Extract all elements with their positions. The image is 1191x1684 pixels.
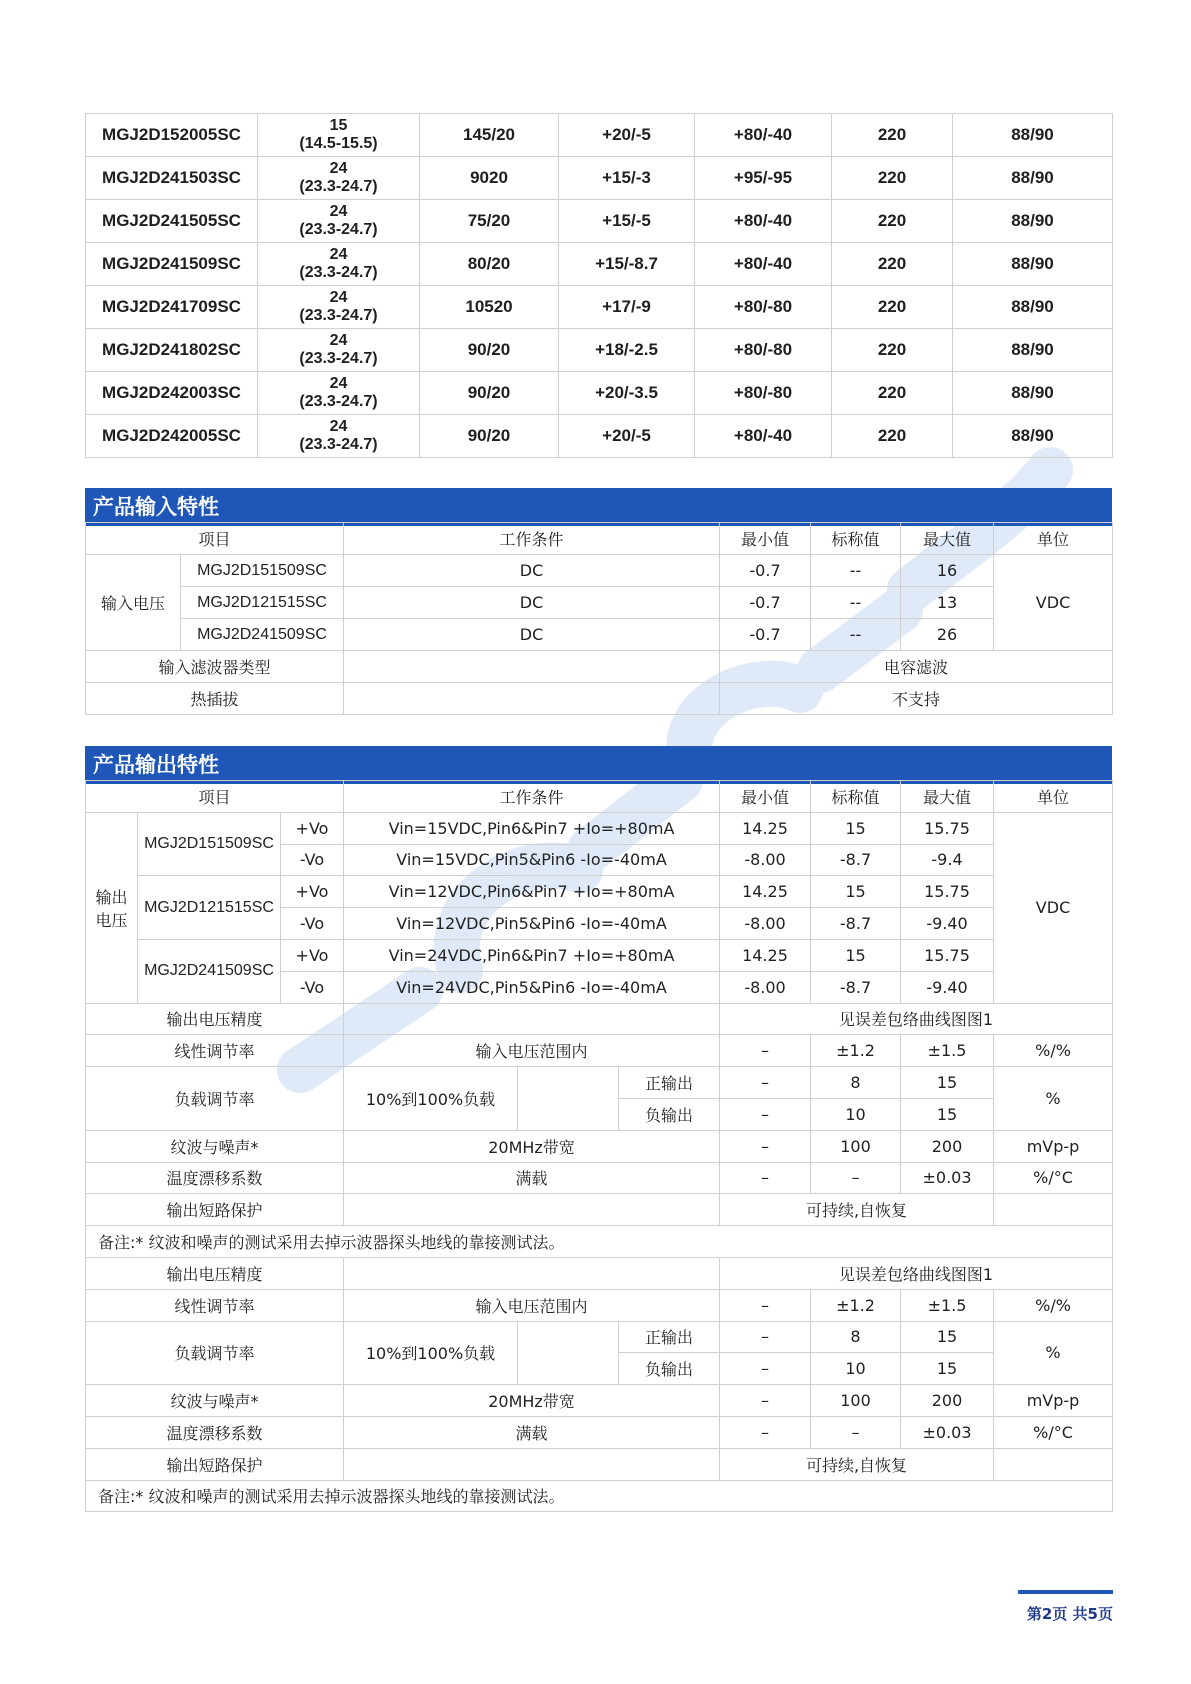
hotplug-value: 不支持 — [720, 683, 1113, 715]
value-cell: 90/20 — [420, 329, 559, 372]
table-row — [86, 1448, 1113, 1480]
max-cell: 15 — [901, 1098, 994, 1130]
nom-cell: 100 — [811, 1130, 901, 1162]
table-row — [86, 1480, 1113, 1512]
value-cell: 88/90 — [953, 157, 1113, 200]
nom-cell: -- — [811, 555, 901, 587]
voltage-nominal: 24 — [329, 289, 348, 306]
value-cell: 220 — [832, 286, 953, 329]
model-cell: MGJ2D151509SC — [181, 555, 344, 587]
value-cell: +15/-5 — [559, 200, 695, 243]
short-protect-value: 可持续,自恢复 — [720, 1194, 994, 1226]
max-cell: 26 — [901, 619, 994, 651]
pos-output-label: 正输出 — [619, 1067, 720, 1099]
max-cell: 200 — [901, 1130, 994, 1162]
table-row — [86, 1226, 1113, 1258]
max-cell: 15.75 — [901, 812, 994, 844]
model-cell: MGJ2D242005SC — [86, 415, 258, 458]
short-protect-label: 输出短路保护 — [86, 1194, 344, 1226]
unit-cell: VDC — [994, 812, 1113, 1003]
voltage-range: (23.3-24.7) — [299, 221, 378, 238]
table-row — [86, 1321, 1113, 1353]
value-cell: +20/-5 — [559, 114, 695, 157]
condition-cell: 10%到100%负载 — [344, 1321, 518, 1385]
voltage-range-cell — [258, 372, 420, 415]
nom-cell: -- — [811, 587, 901, 619]
min-cell: – — [720, 1098, 811, 1130]
voltage-range: (23.3-24.7) — [299, 436, 378, 453]
min-cell: – — [720, 1067, 811, 1099]
value-cell: 88/90 — [953, 329, 1113, 372]
unit-cell: %/°C — [994, 1162, 1113, 1194]
model-cell: MGJ2D151509SC — [138, 812, 281, 876]
nom-cell: 15 — [811, 939, 901, 971]
empty-cell — [518, 1321, 619, 1385]
value-cell: 220 — [832, 329, 953, 372]
model-cell: MGJ2D241509SC — [181, 619, 344, 651]
note-cell: 备注:* 纹波和噪声的测试采用去掉示波器探头地线的靠接测试法。 — [86, 1226, 1113, 1258]
empty-cell — [344, 1257, 720, 1289]
condition-cell: 输入电压范围内 — [344, 1289, 720, 1321]
value-cell: +17/-9 — [559, 286, 695, 329]
table-row — [86, 587, 1113, 619]
temp-label: 温度漂移系数 — [86, 1162, 344, 1194]
table-row — [86, 1130, 1113, 1162]
value-cell: +15/-8.7 — [559, 243, 695, 286]
table-row — [86, 1194, 1113, 1226]
table-row — [86, 286, 1113, 329]
max-cell: -9.40 — [901, 971, 994, 1003]
nom-cell: ±1.2 — [811, 1035, 901, 1067]
nom-cell: 15 — [811, 876, 901, 908]
sign-cell: +Vo — [281, 876, 344, 908]
table-row — [86, 114, 1113, 157]
model-cell: MGJ2D241709SC — [86, 286, 258, 329]
table-row — [86, 1416, 1113, 1448]
value-cell: +80/-40 — [695, 114, 832, 157]
pos-output-label: 正输出 — [619, 1321, 720, 1353]
voltage-nominal: 24 — [329, 160, 348, 177]
table-row — [86, 812, 1113, 844]
voltage-nominal: 24 — [329, 418, 348, 435]
output-voltage-label — [86, 812, 138, 1003]
sign-cell: -Vo — [281, 971, 344, 1003]
ripple-label: 纹波与噪声* — [86, 1130, 344, 1162]
empty-cell — [344, 1194, 720, 1226]
unit-cell: mVp-p — [994, 1385, 1113, 1417]
model-table — [85, 113, 1113, 458]
max-cell: 16 — [901, 555, 994, 587]
voltage-nominal: 15 — [329, 117, 348, 134]
note-cell: 备注:* 纹波和噪声的测试采用去掉示波器探头地线的靠接测试法。 — [86, 1480, 1113, 1512]
value-cell: 88/90 — [953, 415, 1113, 458]
unit-cell: % — [994, 1067, 1113, 1131]
table-row — [86, 683, 1113, 715]
nom-cell: 8 — [811, 1067, 901, 1099]
input-section-header: 产品输入特性 — [85, 488, 1112, 526]
condition-cell: Vin=24VDC,Pin5&Pin6 -Io=-40mA — [344, 971, 720, 1003]
accuracy-value: 见误差包络曲线图图1 — [720, 1003, 1113, 1035]
min-cell: -8.00 — [720, 844, 811, 876]
voltage-nominal: 24 — [329, 246, 348, 263]
condition-cell: 满载 — [344, 1162, 720, 1194]
table-row — [86, 1289, 1113, 1321]
value-cell: 75/20 — [420, 200, 559, 243]
value-cell: 220 — [832, 114, 953, 157]
table-row — [86, 555, 1113, 587]
voltage-range-cell — [258, 415, 420, 458]
value-cell: 88/90 — [953, 286, 1113, 329]
voltage-range: (23.3-24.7) — [299, 350, 378, 367]
accuracy-value: 见误差包络曲线图图1 — [720, 1257, 1113, 1289]
hotplug-label: 热插拔 — [86, 683, 344, 715]
voltage-range: (14.5-15.5) — [299, 135, 378, 152]
unit-cell: %/°C — [994, 1416, 1113, 1448]
value-cell: 145/20 — [420, 114, 559, 157]
min-cell: 14.25 — [720, 939, 811, 971]
model-cell: MGJ2D241509SC — [138, 939, 281, 1003]
value-cell: 220 — [832, 157, 953, 200]
voltage-range-cell — [258, 329, 420, 372]
condition-cell: DC — [344, 619, 720, 651]
short-protect-value: 可持续,自恢复 — [720, 1448, 994, 1480]
unit-cell: mVp-p — [994, 1130, 1113, 1162]
voltage-range: (23.3-24.7) — [299, 264, 378, 281]
min-cell: -8.00 — [720, 908, 811, 940]
header-condition: 工作条件 — [344, 781, 720, 813]
unit-cell: VDC — [994, 555, 1113, 651]
max-cell: ±0.03 — [901, 1162, 994, 1194]
value-cell: +20/-3.5 — [559, 372, 695, 415]
model-cell: MGJ2D241503SC — [86, 157, 258, 200]
min-cell: -8.00 — [720, 971, 811, 1003]
max-cell: 15.75 — [901, 939, 994, 971]
page-number: 第2页 共5页 — [1026, 1605, 1113, 1623]
nom-cell: – — [811, 1416, 901, 1448]
line-reg-label: 线性调节率 — [86, 1289, 344, 1321]
condition-cell: 10%到100%负载 — [344, 1067, 518, 1131]
value-cell: +80/-40 — [695, 200, 832, 243]
value-cell: 220 — [832, 243, 953, 286]
empty-cell — [344, 683, 720, 715]
voltage-range: (23.3-24.7) — [299, 393, 378, 410]
voltage-range: (23.3-24.7) — [299, 178, 378, 195]
max-cell: 200 — [901, 1385, 994, 1417]
table-row — [86, 939, 1113, 971]
model-cell: MGJ2D121515SC — [181, 587, 344, 619]
condition-cell: Vin=15VDC,Pin6&Pin7 +Io=+80mA — [344, 812, 720, 844]
condition-cell: 输入电压范围内 — [344, 1035, 720, 1067]
value-cell: 90/20 — [420, 372, 559, 415]
value-cell: 220 — [832, 415, 953, 458]
value-cell: 90/20 — [420, 415, 559, 458]
neg-output-label: 负输出 — [619, 1098, 720, 1130]
voltage-range-cell — [258, 286, 420, 329]
header-max: 最大值 — [901, 523, 994, 555]
model-cell: MGJ2D241802SC — [86, 329, 258, 372]
nom-cell: 10 — [811, 1353, 901, 1385]
table-row — [86, 200, 1113, 243]
table-row — [86, 1385, 1113, 1417]
unit-cell: %/% — [994, 1035, 1113, 1067]
max-cell: ±1.5 — [901, 1289, 994, 1321]
table-row — [86, 781, 1113, 813]
temp-label: 温度漂移系数 — [86, 1416, 344, 1448]
nom-cell: 8 — [811, 1321, 901, 1353]
min-cell: – — [720, 1353, 811, 1385]
load-reg-label: 负载调节率 — [86, 1321, 344, 1385]
empty-cell — [344, 651, 720, 683]
voltage-range-cell — [258, 243, 420, 286]
accuracy-label: 输出电压精度 — [86, 1003, 344, 1035]
min-cell: – — [720, 1289, 811, 1321]
output-table — [85, 780, 1113, 1512]
value-cell: +95/-95 — [695, 157, 832, 200]
voltage-range-cell — [258, 157, 420, 200]
nom-cell: 100 — [811, 1385, 901, 1417]
input-table — [85, 522, 1113, 715]
max-cell: -9.40 — [901, 908, 994, 940]
table-row — [86, 415, 1113, 458]
neg-output-label: 负输出 — [619, 1353, 720, 1385]
value-cell: 80/20 — [420, 243, 559, 286]
table-row — [86, 1257, 1113, 1289]
value-cell: 88/90 — [953, 372, 1113, 415]
condition-cell: DC — [344, 587, 720, 619]
table-row — [86, 1067, 1113, 1099]
min-cell: – — [720, 1130, 811, 1162]
voltage-nominal: 24 — [329, 332, 348, 349]
table-row — [86, 157, 1113, 200]
empty-cell — [994, 1448, 1113, 1480]
nom-cell: ±1.2 — [811, 1289, 901, 1321]
condition-cell: Vin=24VDC,Pin6&Pin7 +Io=+80mA — [344, 939, 720, 971]
table-row — [86, 243, 1113, 286]
condition-cell: 20MHz带宽 — [344, 1130, 720, 1162]
sign-cell: -Vo — [281, 908, 344, 940]
model-cell: MGJ2D242003SC — [86, 372, 258, 415]
voltage-range-cell — [258, 200, 420, 243]
header-item: 项目 — [86, 781, 344, 813]
output-voltage-label-line2: 电压 — [95, 910, 128, 930]
nom-cell: -8.7 — [811, 908, 901, 940]
min-cell: – — [720, 1385, 811, 1417]
table-row — [86, 876, 1113, 908]
nom-cell: -8.7 — [811, 971, 901, 1003]
header-unit: 单位 — [994, 781, 1113, 813]
value-cell: +80/-40 — [695, 243, 832, 286]
header-item: 项目 — [86, 523, 344, 555]
table-row — [86, 651, 1113, 683]
value-cell: +80/-80 — [695, 372, 832, 415]
max-cell: 13 — [901, 587, 994, 619]
value-cell: 88/90 — [953, 243, 1113, 286]
condition-cell: Vin=12VDC,Pin6&Pin7 +Io=+80mA — [344, 876, 720, 908]
value-cell: +20/-5 — [559, 415, 695, 458]
value-cell: +80/-80 — [695, 329, 832, 372]
max-cell: ±1.5 — [901, 1035, 994, 1067]
max-cell: 15 — [901, 1321, 994, 1353]
min-cell: – — [720, 1162, 811, 1194]
table-row — [86, 329, 1113, 372]
value-cell: 9020 — [420, 157, 559, 200]
model-cell: MGJ2D241505SC — [86, 200, 258, 243]
model-cell: MGJ2D121515SC — [138, 876, 281, 940]
sign-cell: -Vo — [281, 844, 344, 876]
voltage-range-cell — [258, 114, 420, 157]
nom-cell: – — [811, 1162, 901, 1194]
value-cell: 220 — [832, 200, 953, 243]
nom-cell: 15 — [811, 812, 901, 844]
max-cell: 15 — [901, 1067, 994, 1099]
header-nom: 标称值 — [811, 781, 901, 813]
max-cell: 15 — [901, 1353, 994, 1385]
value-cell: +15/-3 — [559, 157, 695, 200]
input-voltage-label: 输入电压 — [86, 555, 181, 651]
table-row — [86, 1162, 1113, 1194]
table-row — [86, 619, 1113, 651]
value-cell: 88/90 — [953, 200, 1113, 243]
min-cell: – — [720, 1035, 811, 1067]
table-row — [86, 1003, 1113, 1035]
value-cell: 220 — [832, 372, 953, 415]
empty-cell — [344, 1448, 720, 1480]
max-cell: -9.4 — [901, 844, 994, 876]
unit-cell: %/% — [994, 1289, 1113, 1321]
output-section-header: 产品输出特性 — [85, 746, 1112, 784]
empty-cell — [344, 1003, 720, 1035]
min-cell: 14.25 — [720, 812, 811, 844]
filter-value: 电容滤波 — [720, 651, 1113, 683]
condition-cell: 满载 — [344, 1416, 720, 1448]
min-cell: – — [720, 1416, 811, 1448]
condition-cell: Vin=15VDC,Pin5&Pin6 -Io=-40mA — [344, 844, 720, 876]
value-cell: +18/-2.5 — [559, 329, 695, 372]
nom-cell: -- — [811, 619, 901, 651]
value-cell: +80/-40 — [695, 415, 832, 458]
nom-cell: -8.7 — [811, 844, 901, 876]
load-reg-label: 负载调节率 — [86, 1067, 344, 1131]
filter-label: 输入滤波器类型 — [86, 651, 344, 683]
max-cell: 15.75 — [901, 876, 994, 908]
line-reg-label: 线性调节率 — [86, 1035, 344, 1067]
min-cell: -0.7 — [720, 619, 811, 651]
table-row — [86, 1035, 1113, 1067]
header-condition: 工作条件 — [344, 523, 720, 555]
empty-cell — [994, 1194, 1113, 1226]
footer-bar — [1018, 1590, 1113, 1594]
header-unit: 单位 — [994, 523, 1113, 555]
condition-cell: 20MHz带宽 — [344, 1385, 720, 1417]
min-cell: 14.25 — [720, 876, 811, 908]
sign-cell: +Vo — [281, 812, 344, 844]
header-max: 最大值 — [901, 781, 994, 813]
header-min: 最小值 — [720, 523, 811, 555]
condition-cell: Vin=12VDC,Pin5&Pin6 -Io=-40mA — [344, 908, 720, 940]
voltage-nominal: 24 — [329, 203, 348, 220]
value-cell: 88/90 — [953, 114, 1113, 157]
value-cell: 10520 — [420, 286, 559, 329]
value-cell: +80/-80 — [695, 286, 832, 329]
min-cell: -0.7 — [720, 555, 811, 587]
max-cell: ±0.03 — [901, 1416, 994, 1448]
model-cell: MGJ2D241509SC — [86, 243, 258, 286]
sign-cell: +Vo — [281, 939, 344, 971]
unit-cell: % — [994, 1321, 1113, 1385]
voltage-nominal: 24 — [329, 375, 348, 392]
voltage-range: (23.3-24.7) — [299, 307, 378, 324]
accuracy-label: 输出电压精度 — [86, 1257, 344, 1289]
header-min: 最小值 — [720, 781, 811, 813]
table-row — [86, 372, 1113, 415]
min-cell: – — [720, 1321, 811, 1353]
empty-cell — [518, 1067, 619, 1131]
ripple-label: 纹波与噪声* — [86, 1385, 344, 1417]
short-protect-label: 输出短路保护 — [86, 1448, 344, 1480]
header-nom: 标称值 — [811, 523, 901, 555]
min-cell: -0.7 — [720, 587, 811, 619]
model-cell: MGJ2D152005SC — [86, 114, 258, 157]
output-voltage-label-line1: 输出 — [95, 887, 128, 907]
nom-cell: 10 — [811, 1098, 901, 1130]
condition-cell: DC — [344, 555, 720, 587]
table-row — [86, 523, 1113, 555]
